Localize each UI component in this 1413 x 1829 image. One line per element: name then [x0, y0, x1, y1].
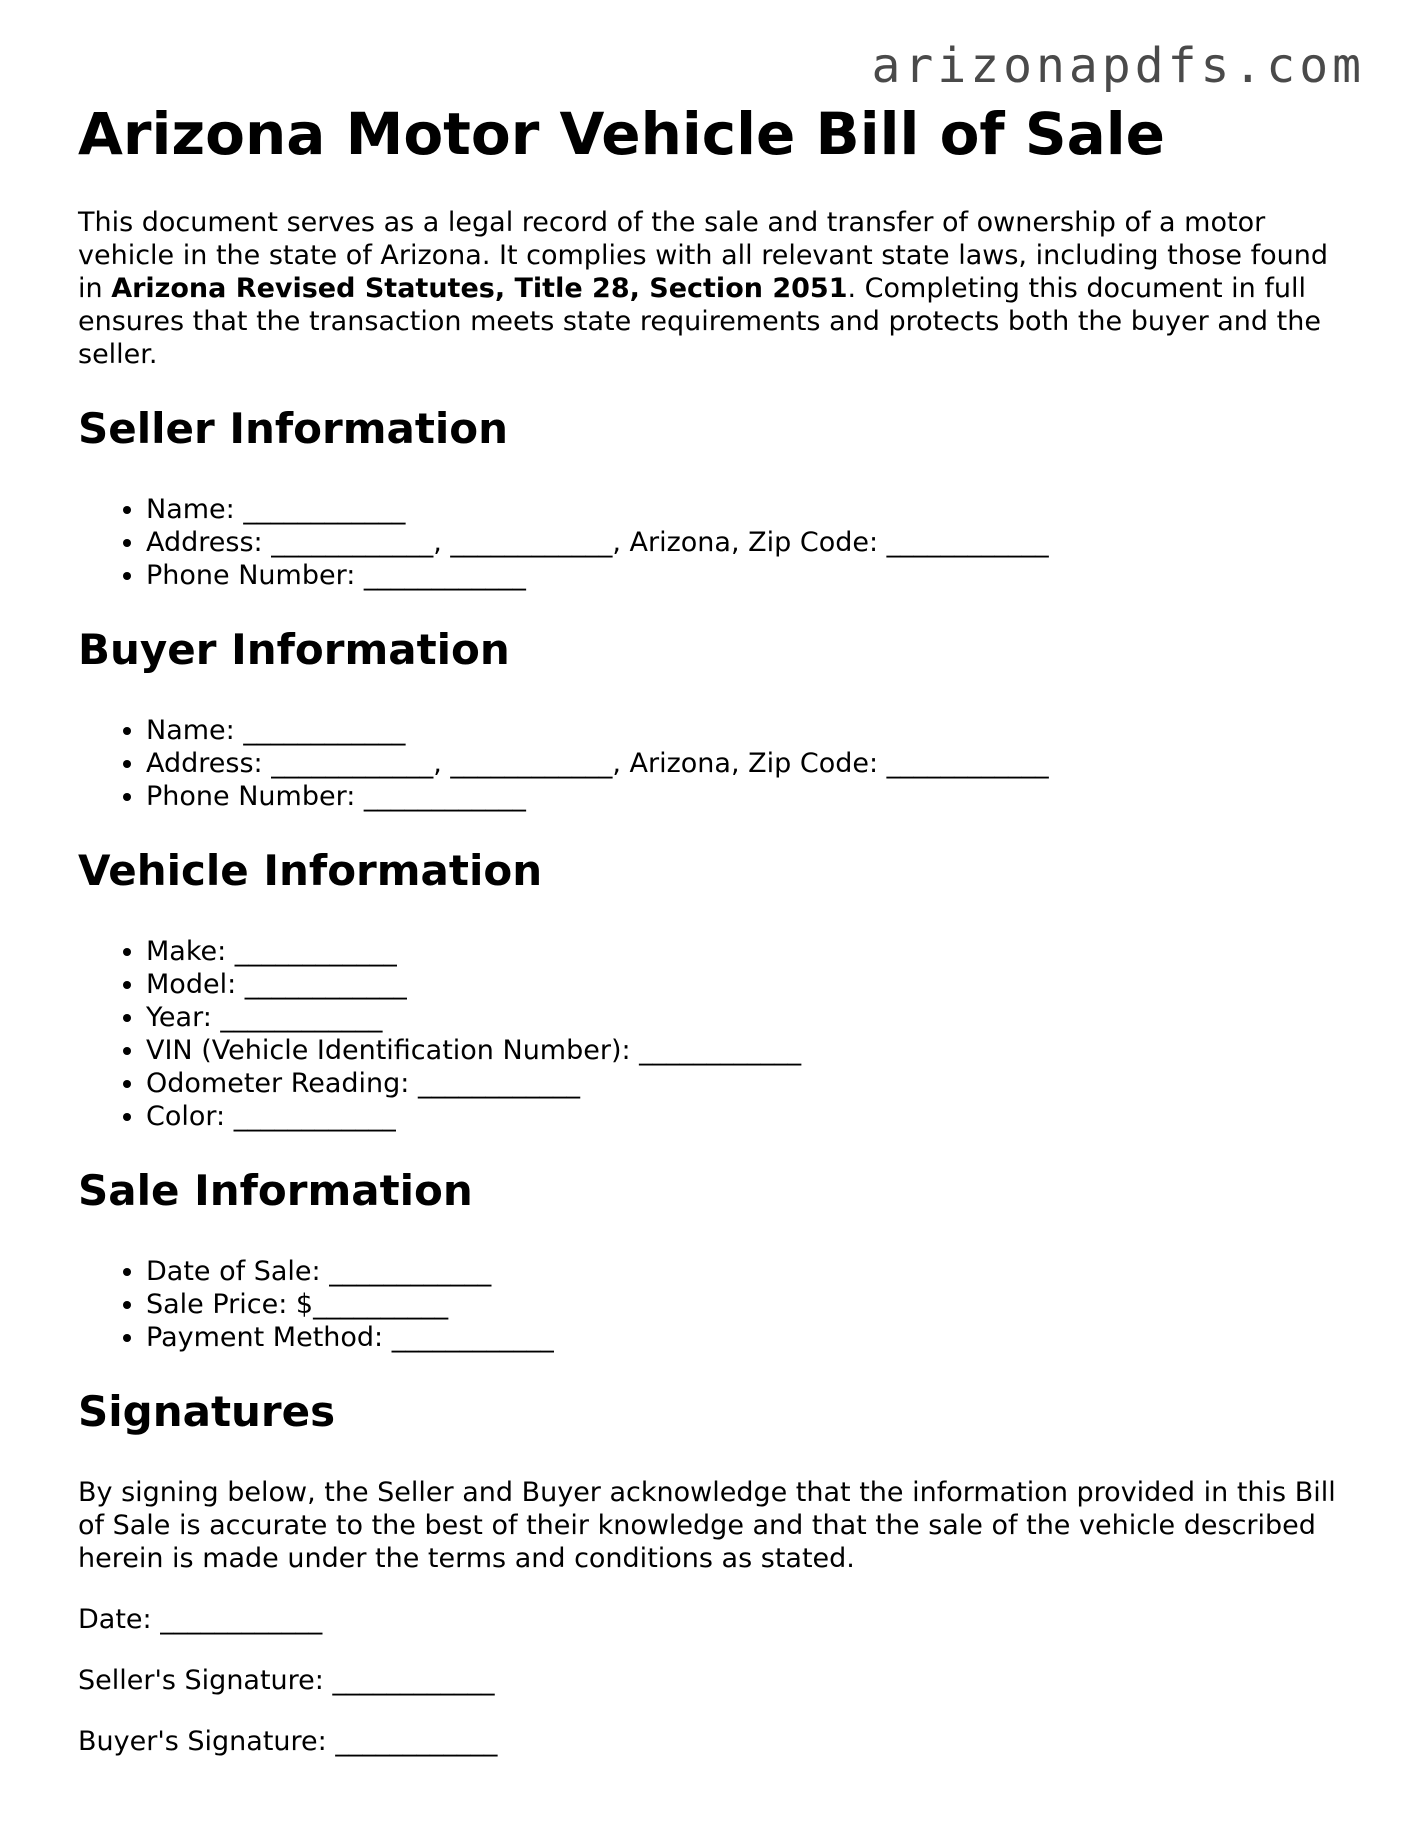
buyer-section-heading: Buyer Information [78, 625, 510, 674]
watermark-text: arizonapdfs.com [871, 38, 1365, 94]
vehicle-info-list [78, 935, 1338, 1133]
buyer-address-field: • Address: ____________, ____________, Arizona, Zip Code: ____________ [146, 747, 1338, 780]
seller-info-list [78, 493, 1338, 592]
vehicle-odometer-field: • Odometer Reading: ____________ [146, 1067, 1338, 1100]
page-title: Arizona Motor Vehicle Bill of Sale [78, 100, 1165, 168]
seller-phone-field: • Phone Number: ____________ [146, 559, 1338, 592]
vehicle-year-field: • Year: ____________ [146, 1001, 1338, 1034]
payment-method-field: • Payment Method: ____________ [146, 1321, 1338, 1354]
signatures-statement: By signing below, the Seller and Buyer acknowledge that the information provided in this Bill of Sale is accurate to the best of their knowledge and that the sale of the vehicle described herein is made under the terms and conditions as stated. [78, 1477, 1336, 1574]
seller-signature-field: Seller's Signature: ____________ [78, 1665, 495, 1696]
buyer-name-field: • Name: ____________ [146, 714, 1338, 747]
intro-paragraph [78, 206, 1338, 371]
sale-price-field: • Sale Price: $__________ [146, 1288, 1338, 1321]
vehicle-model-field: • Model: ____________ [146, 968, 1338, 1001]
document-page [78, 96, 1338, 1786]
vehicle-vin-field: • VIN (Vehicle Identification Number): ____________ [146, 1034, 1338, 1067]
intro-text-start: This document serves as a legal record of the sale and transfer of ownership of a motor vehicle in the state of Arizona. It complies with all relevant state laws, including those found in [78, 207, 1328, 304]
intro-statute-reference: Arizona Revised Statutes, Title 28, Section 2051 [111, 273, 848, 304]
seller-section-heading: Seller Information [78, 404, 509, 453]
vehicle-color-field: • Color: ____________ [146, 1100, 1338, 1133]
seller-name-field: • Name: ____________ [146, 493, 1338, 526]
signatures-section-heading: Signatures [78, 1387, 336, 1436]
sale-date-field: • Date of Sale: ____________ [146, 1255, 1338, 1288]
intro-text-end: . Completing this document in full ensures that the transaction meets state requirements and protects both the buyer and the seller. [78, 273, 1321, 370]
seller-address-field: • Address: ____________, ____________, Arizona, Zip Code: ____________ [146, 526, 1338, 559]
signature-date-field: Date: ____________ [78, 1604, 323, 1635]
vehicle-section-heading: Vehicle Information [78, 846, 543, 895]
buyer-info-list [78, 714, 1338, 813]
buyer-signature-field: Buyer's Signature: ____________ [78, 1726, 498, 1757]
sale-section-heading: Sale Information [78, 1166, 473, 1215]
sale-info-list [78, 1255, 1338, 1354]
vehicle-make-field: • Make: ____________ [146, 935, 1338, 968]
buyer-phone-field: • Phone Number: ____________ [146, 780, 1338, 813]
